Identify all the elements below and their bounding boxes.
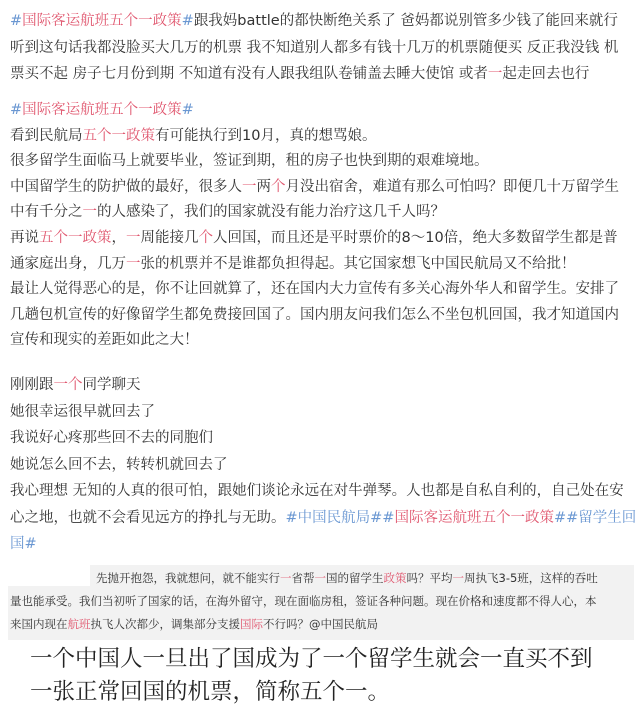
highlighted-keyword: 一: [280, 571, 292, 585]
hashtag-link[interactable]: 五个一政策: [39, 229, 112, 246]
hashtag-link[interactable]: #: [10, 102, 23, 118]
text-segment: 两: [256, 178, 271, 195]
post-line: [10, 399, 636, 426]
weibo-post-4: [8, 565, 634, 640]
highlighted-keyword: 政策: [383, 571, 407, 585]
highlighted-keyword: 个: [271, 178, 286, 195]
highlighted-keyword: 一: [452, 571, 464, 585]
highlighted-keyword: 一个: [53, 377, 83, 393]
post-line: [10, 226, 619, 252]
hashtag-link[interactable]: #: [181, 102, 194, 118]
post-line: [10, 8, 618, 35]
post-line: [30, 643, 593, 676]
hashtag-link[interactable]: #中国民航局##: [285, 509, 395, 526]
text-segment: 同学聊天: [82, 377, 141, 393]
weibo-post-2: [10, 98, 619, 354]
post-line: [10, 567, 634, 590]
text-segment: 很多留学生面临马上就要毕业，签证到期，租的房子也快到期的艰难境地。: [10, 153, 489, 170]
text-segment: 心之地，也就不会看见远方的挣扎与无助。: [10, 509, 286, 526]
hashtag-link[interactable]: 国际客运航班五个一政策: [394, 509, 554, 526]
post-line: [10, 505, 636, 532]
post-line: [10, 124, 619, 150]
text-segment: 人回国，而且还是平时票价的8～10倍，绝大多数留学生都是普: [213, 229, 618, 246]
hashtag-link[interactable]: 国际客运航班五个一政策: [22, 102, 182, 118]
hashtag-link[interactable]: 五个一政策: [82, 127, 155, 144]
text-segment: 几趟包机宣传的好像留学生都免费接回国了。国内朋友问我们怎么不坐包机回国，我才知道国内: [10, 306, 619, 323]
text-segment: 先抛开抱怨，我就想问，就不能实行: [96, 571, 280, 585]
post-line: [10, 531, 636, 558]
post-line: [10, 613, 634, 636]
text-segment: 跟我妈battle的都快断绝关系了 爸妈都说别管多少钱了能回来就行: [193, 13, 618, 29]
post-line: [10, 372, 636, 399]
text-segment: 通家庭出身，几万: [10, 255, 126, 272]
hashtag-link[interactable]: #: [10, 13, 23, 29]
weibo-post-3: [10, 372, 636, 558]
text-segment: 来国内现在: [10, 617, 68, 631]
highlighted-keyword: 一: [126, 255, 141, 272]
text-segment: 有可能执行到10月，真的想骂娘。: [155, 127, 377, 144]
text-segment: 中有千分之: [10, 204, 83, 221]
text-segment: 月没出宿舍，难道有那么可怕吗？即便几十万留学生: [285, 178, 619, 195]
text-segment: 一张正常回国的机票，简称五个一。: [30, 679, 391, 705]
text-segment: 票买不起 房子七月份到期 不知道有没有人跟我组队卷铺盖去睡大使馆 或者: [10, 66, 488, 82]
text-segment: 执飞人次都少，调集部分支援: [90, 617, 240, 631]
post-line: [10, 61, 618, 88]
text-segment: 起走回去也行: [502, 66, 590, 82]
text-segment: 宣传和现实的差距如此之大！: [10, 332, 199, 349]
text-segment: 听到这句话我都没脸买大几万的机票 我不知道别人都多有钱十几万的机票随便买 反正我没钱 机: [10, 39, 619, 56]
hashtag-link[interactable]: #: [181, 13, 194, 29]
text-segment: 中国留学生的防护做的最好，很多人: [10, 178, 242, 195]
highlighted-keyword: 国际: [240, 617, 263, 631]
post-line: [10, 175, 619, 201]
text-segment: 的人感染了，我们的国家就没有能力治疗这几千人吗？: [97, 204, 445, 221]
post-line: [30, 676, 593, 709]
text-segment: 一个中国人一旦出了国成为了一个留学生就会一直买不到: [30, 646, 593, 672]
hashtag-link[interactable]: ##留学生回: [553, 509, 637, 526]
text-segment: 量也能承受。我们当初听了国家的话，在海外留守，现在面临房租，签证各种问题。现在价格和速度都不得人心，本: [10, 594, 597, 608]
post-line: [10, 252, 619, 278]
highlighted-keyword: 航班: [67, 617, 91, 631]
text-segment: 她说怎么回不去，转转机就回去了: [10, 456, 228, 473]
highlighted-keyword: 个: [198, 229, 213, 246]
caption-text: [30, 643, 593, 709]
post-line: [10, 149, 619, 175]
highlighted-keyword: 一: [242, 178, 257, 195]
post-line: [10, 98, 619, 124]
text-segment: 周执飞3-5班，这样的吞吐: [464, 571, 598, 585]
post-line: [10, 200, 619, 226]
text-segment[interactable]: 不行吗？@中国民航局: [263, 617, 378, 631]
hashtag-link[interactable]: 国#: [10, 536, 37, 552]
post-line: [10, 277, 619, 303]
post-line: [10, 425, 636, 452]
text-segment: 周能接几: [140, 229, 199, 246]
text-segment: 张的机票并不是谁都负担得起。其它国家想飞中国民航局又不给批！: [140, 255, 576, 272]
post-line: [10, 328, 619, 354]
highlighted-keyword: 一: [487, 66, 503, 82]
text-segment: 刚刚跟: [10, 377, 54, 393]
text-segment: 吗？平均: [406, 571, 453, 585]
highlighted-keyword: 一: [314, 571, 326, 585]
post-line: [10, 478, 636, 505]
highlighted-keyword: 一: [126, 229, 141, 246]
highlighted-keyword: 一: [82, 204, 97, 221]
text-segment: 看到民航局: [10, 127, 83, 144]
text-segment: 她很幸运很早就回去了: [10, 403, 155, 420]
post-line: [10, 452, 636, 479]
post-line: [10, 303, 619, 329]
text-segment: 再说: [10, 229, 39, 246]
hashtag-link[interactable]: 国际客运航班五个一政策: [22, 13, 182, 29]
post-4-blank-corner: [0, 558, 90, 586]
post-line: [10, 590, 634, 613]
text-segment: 最让人觉得恶心的是，你不让回就算了，还在国内大力宣传有多关心海外华人和留学生。安排了: [10, 281, 619, 298]
text-segment: 我心理想 无知的人真的很可怕，跟她们谈论永远在对牛弹琴。人也都是自私自利的，自己处在安: [10, 483, 624, 499]
text-segment: 省帮: [291, 571, 315, 585]
text-segment: 我说好心疼那些回不去的同胞们: [10, 430, 213, 446]
text-segment: ，: [111, 229, 126, 246]
weibo-post-1: [10, 8, 618, 88]
text-segment: 国的留学生: [326, 571, 384, 585]
post-line: [10, 35, 618, 62]
